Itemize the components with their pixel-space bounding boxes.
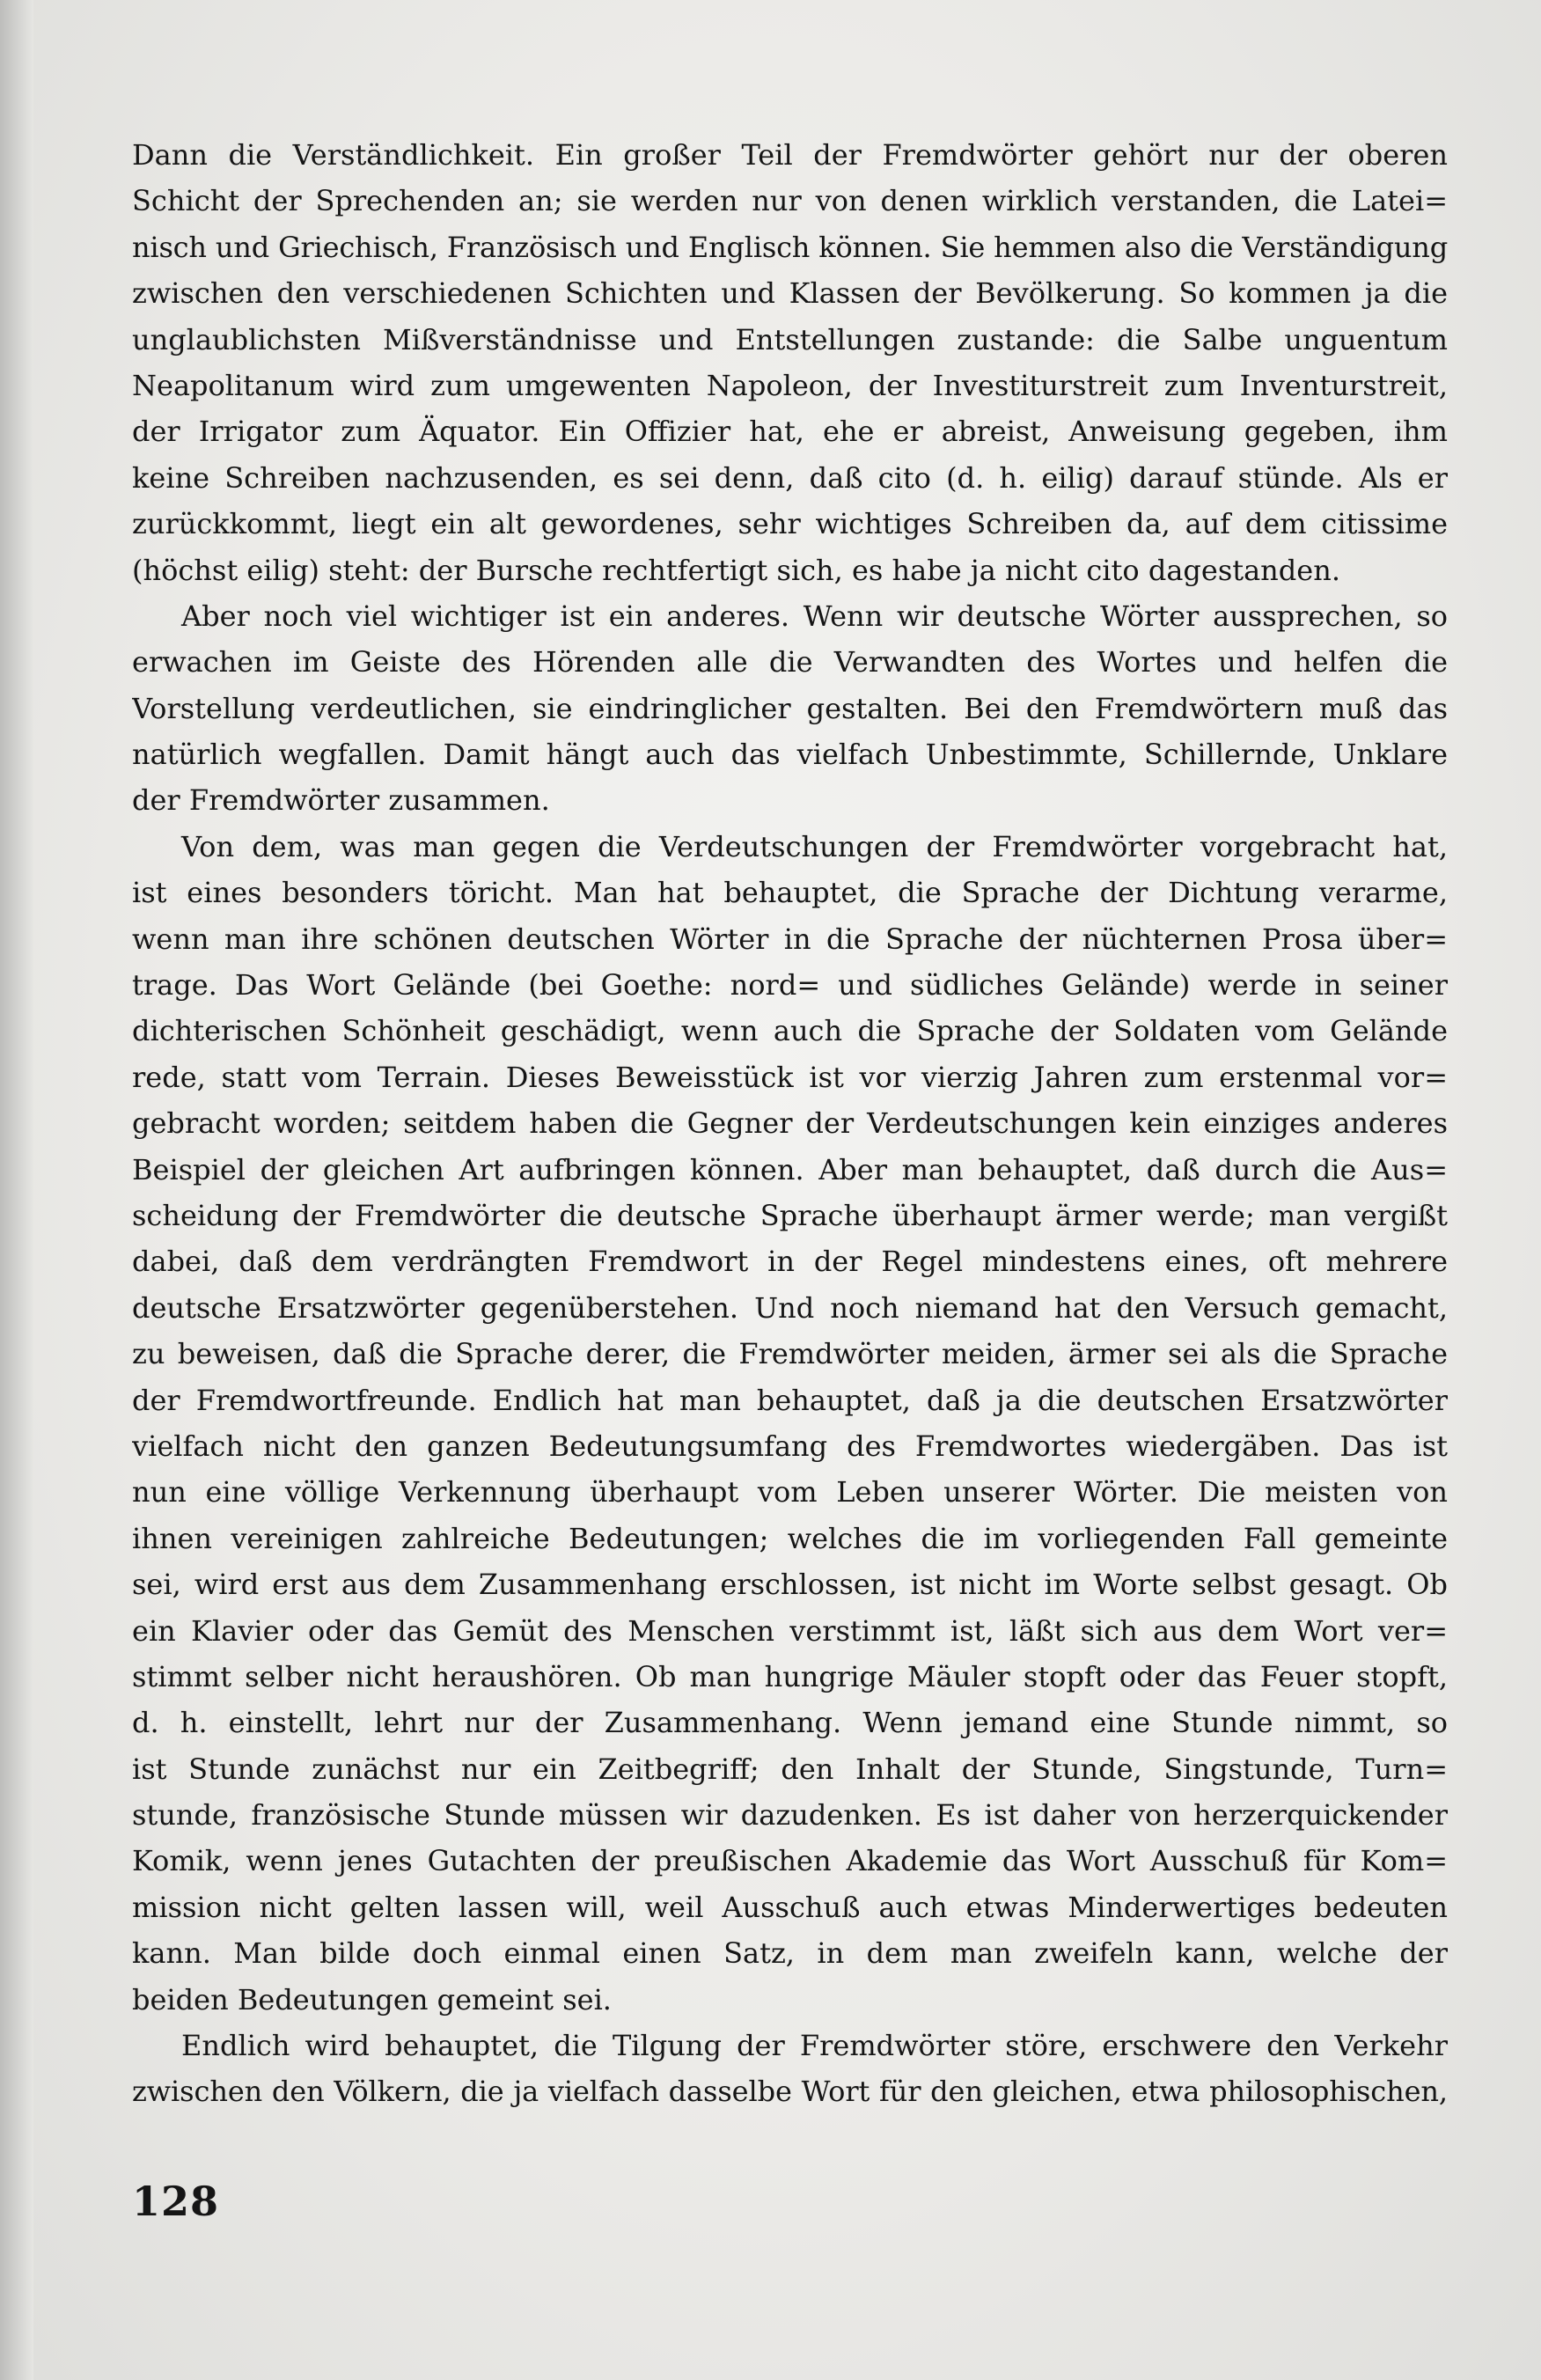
text-line: trage. Das Wort Gelände (bei Goethe: nord= und südliches Gelände) werde in seiner [132, 968, 1448, 1003]
text-line: wenn man ihre schönen deutschen Wörter in die Sprache der nüchternen Prosa über= [132, 922, 1448, 956]
text-line: vielfach nicht den ganzen Bedeutungsumfang des Fremdwortes wiedergäben. Das ist [132, 1429, 1448, 1463]
text-line: Komik, wenn jenes Gutachten der preußischen Akademie das Wort Ausschuß für Kom= [132, 1844, 1448, 1878]
body-text [132, 132, 1448, 2115]
text-line: erwachen im Geiste des Hörenden alle die Verwandten des Wortes und helfen die [132, 645, 1448, 679]
text-line: nisch und Griechisch, Französisch und Englisch können. Sie hemmen also die Verständigung [132, 230, 1448, 264]
text-line: keine Schreiben nachzusenden, es sei denn, daß cito (d. h. eilig) darauf stünde. Als er [132, 460, 1448, 495]
text-line: Aber noch viel wichtiger ist ein anderes. Wenn wir deutsche Wörter aussprechen, so [181, 599, 1448, 633]
text-line: zu beweisen, daß die Sprache derer, die Fremdwörter meiden, ärmer sei als die Sprache [132, 1337, 1448, 1371]
text-line: der Fremdwörter zusammen. [132, 783, 550, 818]
text-line: dabei, daß dem verdrängten Fremdwort in der Regel mindestens eines, oft mehrere [132, 1245, 1448, 1279]
text-line: zurückkommt, liegt ein alt gewordenes, sehr wichtiges Schreiben da, auf dem citissime [132, 507, 1448, 541]
text-line: deutsche Ersatzwörter gegenüberstehen. Und noch niemand hat den Versuch gemacht, [132, 1290, 1448, 1325]
text-line: unglaublichsten Mißverständnisse und Entstellungen zustande: die Salbe unguentum [132, 322, 1448, 356]
text-line: Beispiel der gleichen Art aufbringen können. Aber man behauptet, daß durch die Aus= [132, 1152, 1448, 1186]
text-line: mission nicht gelten lassen will, weil Ausschuß auch etwas Minderwertiges bedeuten [132, 1890, 1448, 1924]
page-gutter-shadow [0, 0, 33, 2380]
paragraph-1 [132, 132, 1448, 593]
text-line: zwischen den Völkern, die ja vielfach dasselbe Wort für den gleichen, etwa philosophischen, [132, 2075, 1448, 2109]
text-line: scheidung der Fremdwörter die deutsche Sprache überhaupt ärmer werde; man vergißt [132, 1198, 1448, 1232]
text-line: sei, wird erst aus dem Zusammenhang erschlossen, ist nicht im Worte selbst gesagt. Ob [132, 1568, 1448, 1602]
text-line: rede, statt vom Terrain. Dieses Beweisstück ist vor vierzig Jahren zum erstenmal vor= [132, 1060, 1448, 1094]
text-line: zwischen den verschiedenen Schichten und Klassen der Bevölkerung. So kommen ja die [132, 276, 1448, 311]
text-line: d. h. einstellt, lehrt nur der Zusammenhang. Wenn jemand eine Stunde nimmt, so [132, 1706, 1448, 1740]
text-line: gebracht worden; seitdem haben die Gegner der Verdeutschungen kein einziges anderes [132, 1106, 1448, 1141]
text-line: ihnen vereinigen zahlreiche Bedeutungen; welches die im vorliegenden Fall gemeinte [132, 1521, 1448, 1555]
text-line: stunde, französische Stunde müssen wir dazudenken. Es ist daher von herzerquickender [132, 1798, 1448, 1833]
paragraph-4 [132, 2023, 1448, 2115]
text-line: Vorstellung verdeutlichen, sie eindringlicher gestalten. Bei den Fremdwörtern muß das [132, 691, 1448, 725]
text-line: Endlich wird behauptet, die Tilgung der Fremdwörter störe, erschwere den Verkehr [181, 2029, 1448, 2063]
text-line: Neapolitanum wird zum umgewenten Napoleon, der Investiturstreit zum Inventurstreit, [132, 368, 1448, 402]
text-line: ein Klavier oder das Gemüt des Menschen verstimmt ist, läßt sich aus dem Wort ver= [132, 1613, 1448, 1648]
text-line: (höchst eilig) steht: der Bursche rechtfertigt sich, es habe ja nicht cito dagestanden. [132, 553, 1340, 587]
text-line: nun eine völlige Verkennung überhaupt vom Leben unserer Wörter. Die meisten von [132, 1475, 1448, 1510]
text-line: der Fremdwortfreunde. Endlich hat man behauptet, daß ja die deutschen Ersatzwörter [132, 1383, 1448, 1417]
text-line: natürlich wegfallen. Damit hängt auch das vielfach Unbestimmte, Schillernde, Unklare [132, 738, 1448, 772]
text-line: ist eines besonders töricht. Man hat behauptet, die Sprache der Dichtung verarme, [132, 876, 1448, 910]
paragraph-3 [132, 824, 1448, 2023]
text-line: Schicht der Sprechenden an; sie werden nur von denen wirklich verstanden, die Latei= [132, 184, 1448, 218]
text-line: der Irrigator zum Äquator. Ein Offizier hat, ehe er abreist, Anweisung gegeben, ihm [132, 415, 1448, 449]
text-line: ist Stunde zunächst nur ein Zeitbegriff; den Inhalt der Stunde, Singstunde, Turn= [132, 1752, 1448, 1786]
text-line: beiden Bedeutungen gemeint sei. [132, 1982, 612, 2016]
text-line: dichterischen Schönheit geschädigt, wenn auch die Sprache der Soldaten vom Gelände [132, 1014, 1448, 1048]
text-line: stimmt selber nicht heraushören. Ob man hungrige Mäuler stopft oder das Feuer stopft, [132, 1659, 1448, 1693]
page-number: 128 [132, 2178, 220, 2225]
text-line: Dann die Verständlichkeit. Ein großer Teil der Fremdwörter gehört nur der oberen [132, 138, 1448, 172]
text-line: kann. Man bilde doch einmal einen Satz, in dem man zweifeln kann, welche der [132, 1936, 1448, 1971]
paragraph-2 [132, 593, 1448, 824]
text-line: Von dem, was man gegen die Verdeutschungen der Fremdwörter vorgebracht hat, [181, 829, 1448, 863]
